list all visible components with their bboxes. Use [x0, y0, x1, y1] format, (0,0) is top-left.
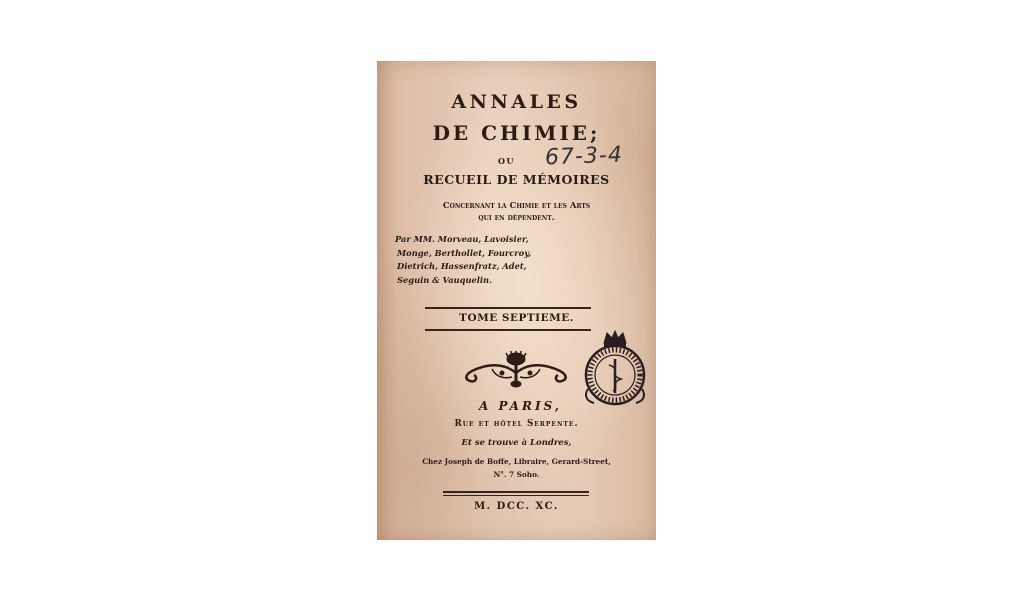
ornament-icon	[462, 351, 570, 391]
authors-line: Par MM. Morveau, Lavoisier,	[395, 234, 529, 244]
rule-above-volume	[425, 307, 591, 309]
rule-below-volume	[425, 329, 591, 331]
address: Rue et hôtel Serpente.	[454, 419, 579, 429]
volume-label: TOME SEPTIEME.	[459, 312, 574, 324]
subtitle: RECUEIL DE MÉMOIRES	[423, 172, 610, 187]
authors-line: Dietrich, Hassenfratz, Adet,	[397, 261, 527, 271]
conjunction: OU	[498, 156, 515, 166]
title-line-1: ANNALES	[451, 91, 582, 113]
authors-block	[395, 233, 645, 287]
title-line-2: DE CHIMIE;	[432, 121, 601, 145]
bookseller-line-2: N°. 7 Soho.	[493, 470, 540, 479]
handwritten-shelfmark: 67-3-4	[544, 142, 624, 171]
authors-line: Seguin & Vauquelin.	[397, 274, 492, 285]
rule-above-date-thin	[443, 495, 589, 496]
title-page	[377, 61, 656, 540]
concerning-line-1: Concernant la Chimie et les Arts	[442, 201, 591, 211]
place-of-publication: A PARIS,	[479, 399, 562, 413]
library-stamp-icon	[580, 329, 650, 409]
bookseller-line-1: Chez Joseph de Boffe, Libraire, Gerard-Street,	[422, 457, 611, 466]
publication-date: M. DCC. XC.	[474, 501, 559, 512]
rule-above-date	[443, 491, 589, 493]
also-found: Et se trouve à Londres,	[461, 438, 572, 448]
authors-line: Monge, Berthollet, Fourcroy,	[397, 247, 532, 258]
concerning-line-2: qui en dépendent.	[478, 213, 555, 223]
